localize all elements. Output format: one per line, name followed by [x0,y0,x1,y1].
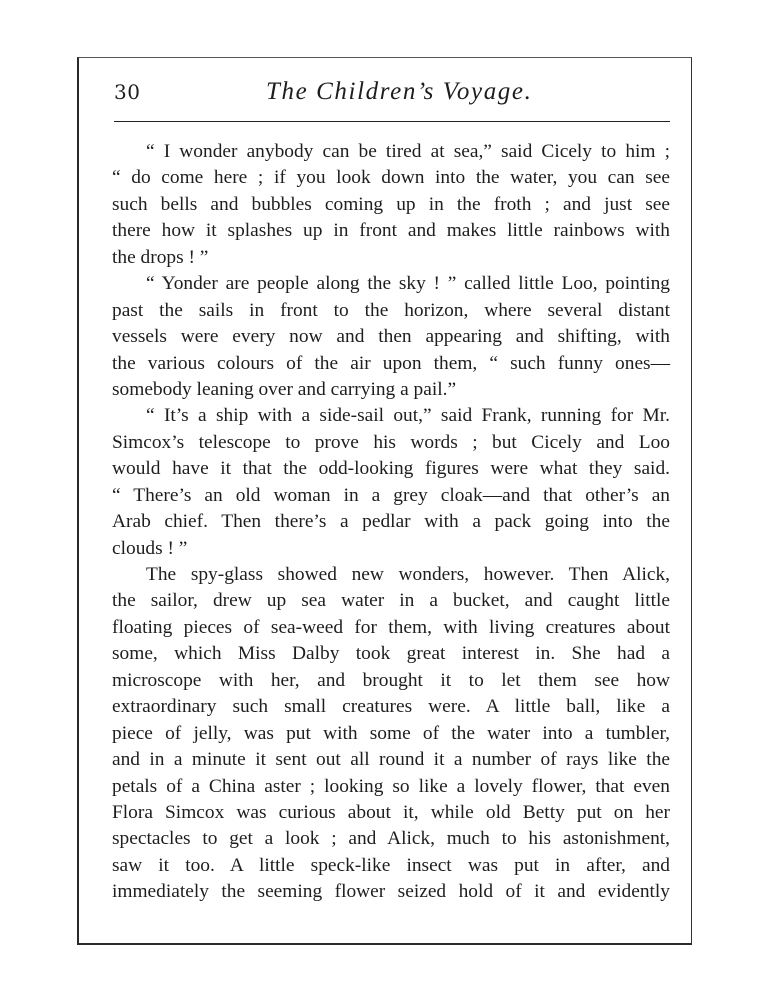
text-line: there how it splashes up in front and makes little rainbows with [112,220,670,242]
text-line: such bells and bubbles coming up in the froth ; and just see [112,193,670,215]
text-line: “ There’s an old woman in a grey cloak—and that other’s an [112,484,670,506]
text-line: immediately the seeming flower seized hold of it and evidently [112,881,670,903]
text-line: and in a minute it sent out all round it a number of rays like the [112,749,670,771]
page-header [114,78,670,114]
text-line: spectacles to get a look ; and Alick, much to his astonishment, [112,828,670,850]
text-line: past the sails in front to the horizon, where several distant [112,299,670,321]
text-line: “ I wonder anybody can be tired at sea,” said Cicely to him ; [146,141,670,162]
text-line: extraordinary such small creatures were. A little ball, like a [112,696,670,718]
text-line: saw it too. A little speck-like insect was put in after, and [112,854,670,876]
text-line: the drops ! ” [112,246,209,268]
text-line: clouds ! ” [112,537,188,559]
text-line: petals of a China aster ; looking so like a lovely flower, that even [112,775,670,797]
text-line: would have it that the odd-looking figures were what they said. [112,458,670,480]
text-line: somebody leaning over and carrying a pail.” [112,378,457,400]
text-line: floating pieces of sea-weed for them, with living creatures about [112,616,670,638]
text-line: some, which Miss Dalby took great interest in. She had a [112,643,670,665]
page-number: 30 [114,80,141,104]
text-line: the sailor, drew up sea water in a bucket, and caught little [112,590,670,612]
text-line: Arab chief. Then there’s a pedlar with a pack going into the [112,511,670,533]
running-title: The Children’s Voyage. [266,78,533,105]
text-line: piece of jelly, was put with some of the water into a tumbler, [112,722,670,744]
text-line: The spy-glass showed new wonders, however. Then Alick, [146,564,670,585]
text-line: “ It’s a ship with a side-sail out,” said Frank, running for Mr. [146,405,670,427]
text-line: Flora Simcox was curious about it, while old Betty put on her [112,801,670,823]
text-line: Simcox’s telescope to prove his words ; but Cicely and Loo [112,431,670,453]
text-line: vessels were every now and then appearing and shifting, with [112,326,670,348]
text-line: microscope with her, and brought it to let them see how [112,669,670,691]
text-line: the various colours of the air upon them, “ such funny ones— [112,352,670,374]
header-rule [114,121,670,122]
text-line: “ Yonder are people along the sky ! ” called little Loo, pointing [146,273,670,295]
text-line: “ do come here ; if you look down into the water, you can see [112,167,670,189]
body-text [112,139,670,931]
